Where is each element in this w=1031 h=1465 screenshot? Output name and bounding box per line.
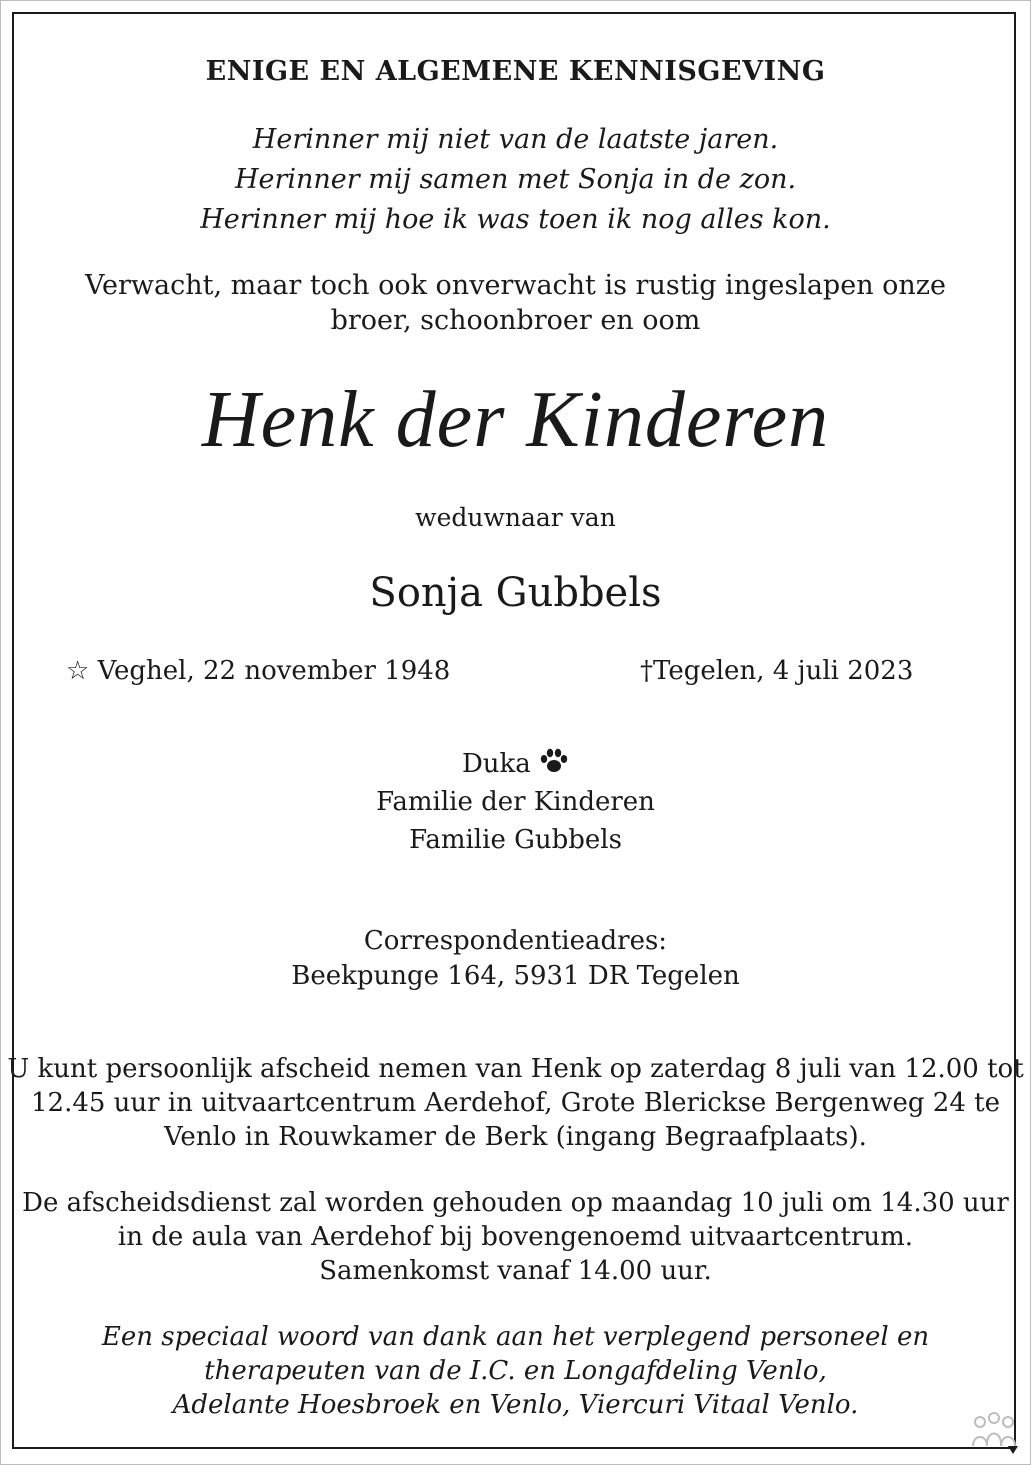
family-line: Familie Gubbels xyxy=(409,825,622,855)
address-text: Beekpunge 164, 5931 DR Tegelen xyxy=(291,961,740,991)
spouse-name: Sonja Gubbels xyxy=(369,570,662,616)
paw-print-icon xyxy=(539,748,569,774)
deceased-name: Henk der Kinderen xyxy=(201,376,830,464)
thanks-paragraph xyxy=(0,1320,1031,1422)
down-arrow-icon xyxy=(1008,1446,1018,1454)
service-line: in de aula van Aerdehof bij bovengenoemd uitvaartcentrum. xyxy=(117,1222,914,1252)
poem xyxy=(0,120,1031,240)
family-line: Familie der Kinderen xyxy=(376,787,655,817)
poem-line: Herinner mij samen met Sonja in de zon. xyxy=(234,164,797,195)
intro-line: Verwacht, maar toch ook onverwacht is rustig ingeslapen onze xyxy=(84,270,947,301)
thanks-line: Een speciaal woord van dank aan het verplegend personeel en xyxy=(101,1322,930,1352)
pet-name: Duka xyxy=(461,749,531,779)
farewell-paragraph xyxy=(0,1052,1031,1154)
birth-text: Veghel, 22 november 1948 xyxy=(97,656,451,686)
thanks-line: therapeuten van de I.C. en Longafdeling Venlo, xyxy=(204,1356,827,1386)
correspondence-label: Correspondentieadres: xyxy=(363,926,668,956)
pet-line xyxy=(0,745,1031,783)
farewell-line: U kunt persoonlijk afscheid nemen van Henk op zaterdag 8 juli van 12.00 tot xyxy=(7,1054,1024,1084)
widower-of-label: weduwnaar van xyxy=(415,503,616,532)
star-icon: ☆ xyxy=(66,656,90,686)
service-line: De afscheidsdienst zal worden gehouden op maandag 10 juli om 14.30 uur xyxy=(22,1188,1009,1218)
service-line: Samenkomst vanaf 14.00 uur. xyxy=(319,1256,712,1286)
farewell-line: Venlo in Rouwkamer de Berk (ingang Begraafplaats). xyxy=(164,1122,867,1152)
correspondence-address xyxy=(0,924,1031,994)
death-info xyxy=(640,656,913,686)
death-text: Tegelen, 4 juli 2023 xyxy=(653,656,914,686)
birth-info xyxy=(66,656,450,686)
service-paragraph xyxy=(0,1186,1031,1288)
cross-icon: † xyxy=(640,656,653,686)
farewell-line: 12.45 uur in uitvaartcentrum Aerdehof, Grote Blerickse Bergenweg 24 te xyxy=(30,1088,1000,1118)
family-list xyxy=(0,745,1031,859)
people-group-icon xyxy=(968,1408,1020,1456)
announcement-heading: ENIGE EN ALGEMENE KENNISGEVING xyxy=(205,56,826,87)
thanks-line: Adelante Hoesbroek en Venlo, Viercuri Vitaal Venlo. xyxy=(172,1390,859,1420)
poem-line: Herinner mij niet van de laatste jaren. xyxy=(252,124,779,155)
intro-line: broer, schoonbroer en oom xyxy=(330,305,701,336)
intro-text xyxy=(0,268,1031,338)
poem-line: Herinner mij hoe ik was toen ik nog alles kon. xyxy=(200,204,831,235)
